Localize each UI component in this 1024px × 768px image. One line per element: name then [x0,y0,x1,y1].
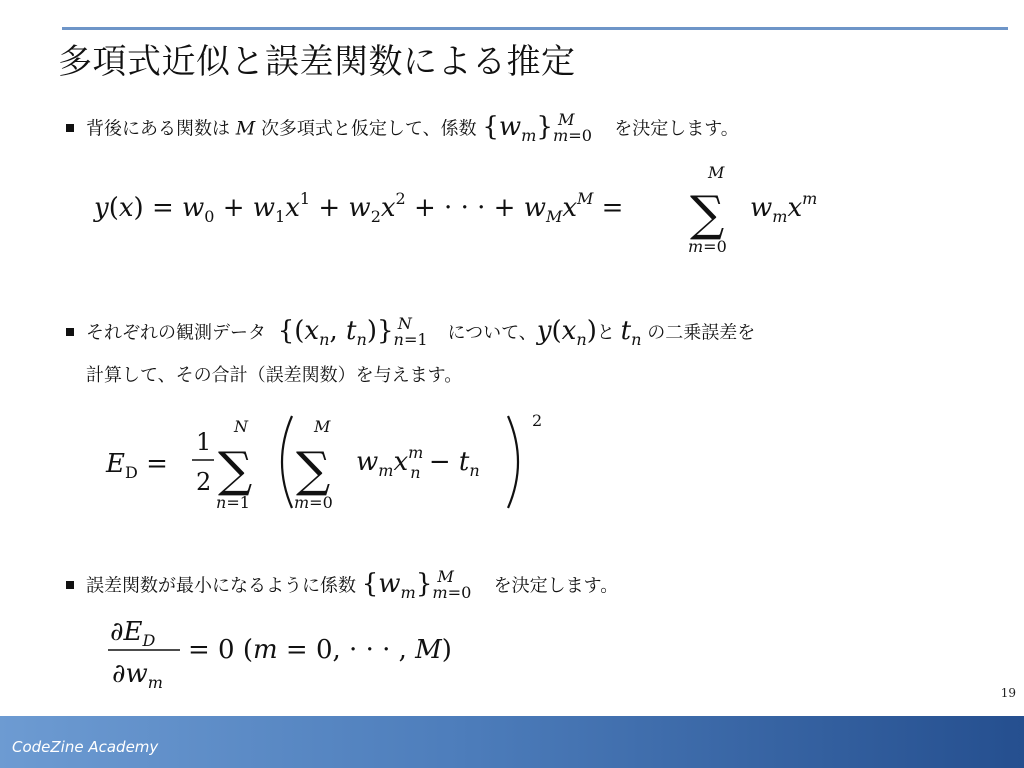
footer-bar [0,716,1024,768]
bullet-2-text-end: の二乗誤差を [647,322,756,344]
page-number: 19 [1000,686,1016,700]
bullet-square-icon [66,581,74,589]
gradient-condition-equation [106,610,486,699]
error-exponent: 2 [532,411,543,430]
bullet-square-icon [66,328,74,336]
bullet-1-text-end: を決定します。 [614,118,739,140]
polynomial-lhs: $y(x) = w_0 + w_1x^1 + w_2x^2$ + · · · + $w_Mx^M$ = [94,189,624,226]
bullet-2-math-t: $t_n$ [620,315,642,349]
bullet-2 [66,305,755,359]
bullet-2-continuation: 計算して、その合計（誤差関数）を与えます。 [86,365,463,386]
slide-title: 多項式近似と誤差関数による推定 [58,42,576,82]
bullet-1-text-after: 次多項式と仮定して、係数 [260,118,477,140]
polynomial-sum-sign: ∑ [690,186,725,242]
bullet-2-text-before: それぞれの観測データ [86,322,266,344]
gradient-denominator: $\partial w_m$ [112,659,163,692]
bullet-3-text-end: を決定します。 [493,575,619,597]
error-outer-sum-upper: N [234,417,248,436]
error-left-paren [282,416,292,508]
polynomial-sum-term: $w_mx^m$ [750,189,818,226]
error-outer-sum-lower: n=1 [216,493,250,512]
error-inner-sum-upper: M [314,417,331,436]
bullet-2-math-y: $y(x_n)$ [536,315,597,349]
gradient-numerator: $\partial E_D$ [110,617,156,650]
error-lhs: $E_D$ = [106,449,168,482]
bullet-1 [66,101,739,155]
error-function-equation [100,408,570,527]
error-fraction-denominator: 2 [196,468,212,496]
bullet-2-text-mid: について、 [447,322,537,344]
bullet-3-math-coefficient-set: $\{w_m\}_{m=0}^M$ [361,567,472,602]
error-inner-sum-lower: m=0 [294,493,333,512]
polynomial-sum-upper: M [708,163,725,182]
bullet-1-text-before: 背後にある関数は [86,118,230,140]
bullet-2-math-data-set: {($x_n$, $t_n)\}_{n=1}^N$ [277,314,428,349]
bullet-square-icon [66,124,74,132]
footer-brand: CodeZine Academy [12,738,159,756]
bullet-2-text-and: と [596,322,615,344]
bullet-1-math-coefficient-set: $\{w_m\}_{m=0}^M$ [482,110,592,145]
title-rule [62,27,1008,30]
polynomial-equation [90,150,850,264]
error-inner-term: $w_mx^m$ $n - t_n$ [356,443,480,482]
error-right-paren [508,416,518,508]
error-outer-sum-sign: ∑ [218,442,253,498]
bullet-3 [66,558,618,612]
gradient-rhs: = 0 (m = 0, · · · , M) [188,635,452,665]
bullet-3-text-before: 誤差関数が最小になるように係数 [86,575,356,597]
error-inner-sum-sign: ∑ [296,442,331,498]
error-fraction-numerator: 1 [196,428,212,456]
bullet-1-math-M: M [235,117,256,140]
polynomial-sum-lower: m=0 [688,237,727,256]
